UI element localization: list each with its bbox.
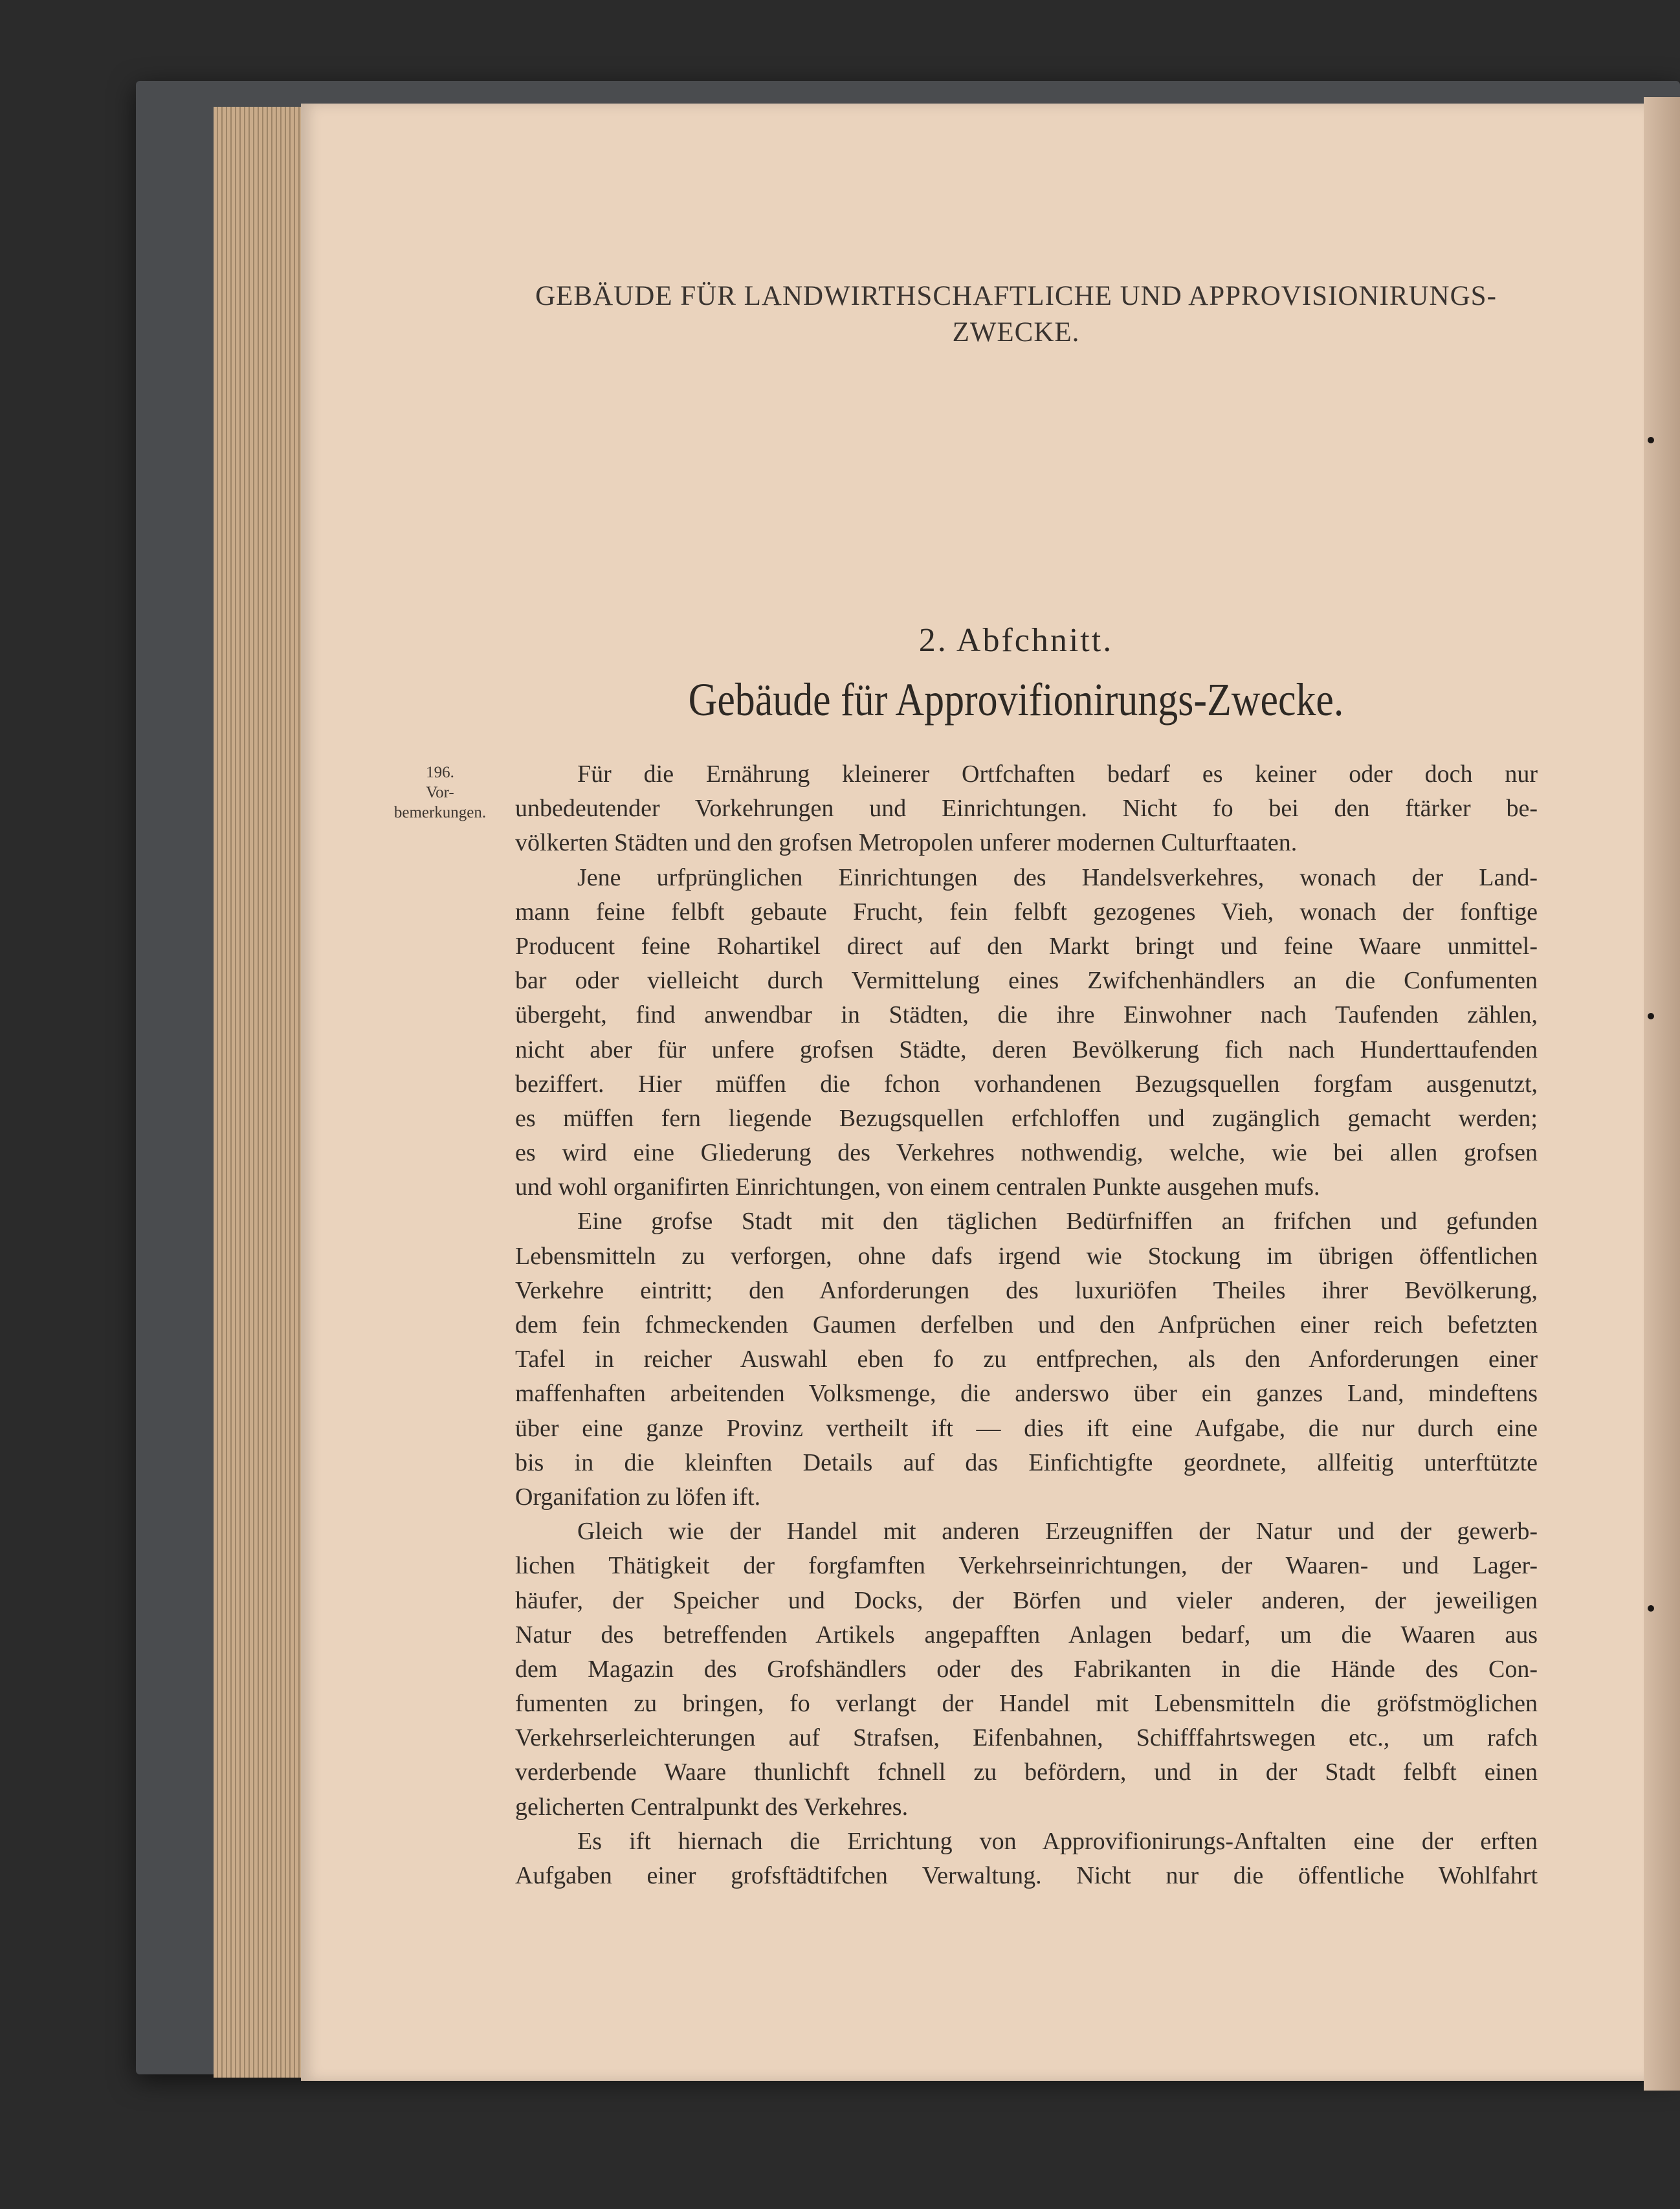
facing-page-edge [1644, 97, 1680, 2091]
body-line: mann feine felbft gebaute Frucht, fein felbft gezogenes Vieh, wonach der fonftige [515, 898, 1538, 926]
body-line: Für die Ernährung kleinerer Ortfchaften bedarf es keiner oder doch nur [577, 760, 1538, 788]
body-line: es müffen fern liegende Bezugsquellen erfchloffen und zugänglich gemacht werden; [515, 1104, 1538, 1132]
page-edges [214, 107, 304, 2078]
body-line: übergeht, find anwendbar in Städten, die ihre Einwohner nach Taufenden zählen, [515, 1001, 1538, 1029]
body-line: dem Magazin des Grofshändlers oder des Fabrikanten in die Hände des Con- [515, 1655, 1538, 1683]
body-line: Natur des betreffenden Artikels angepafften Anlagen bedarf, um die Waaren aus [515, 1621, 1538, 1648]
body-line: Verkehre eintritt; den Anforderungen des luxuriöfen Theiles ihrer Bevölkerung, [515, 1276, 1538, 1304]
body-line: Gleich wie der Handel mit anderen Erzeugniffen der Natur und der gewerb- [577, 1518, 1538, 1546]
body-line: fumenten zu bringen, fo verlangt der Handel mit Lebensmitteln die gröfstmöglichen [515, 1690, 1538, 1718]
binding-hole [1648, 1605, 1654, 1612]
body-line: es wird eine Gliederung des Verkehres nothwendig, welche, wie bei allen grofsen [515, 1139, 1538, 1167]
body-line: lichen Thätigkeit der forgfamften Verkehrseinrichtungen, der Waaren- und Lager- [515, 1552, 1538, 1580]
body-line: Jene urfprünglichen Einrichtungen des Handelsverkehres, wonach der Land- [577, 863, 1538, 891]
marginal-line: bemerkungen. [393, 804, 487, 821]
body-text [515, 757, 1538, 1893]
running-header [492, 278, 1540, 351]
body-line: Verkehrserleichterungen auf Strafsen, Eifenbahnen, Schifffahrtswegen etc., um rafch [515, 1724, 1538, 1752]
body-line: nicht aber für unfere grofsen Städte, deren Bevölkerung fich nach Hunderttaufenden [515, 1036, 1538, 1063]
body-line: bar oder vielleicht durch Vermittelung eines Zwifchenhändlers an die Confumenten [515, 967, 1538, 995]
body-line: gelicherten Centralpunkt des Verkehres. [515, 1793, 909, 1821]
body-line: Aufgaben einer grofsftädtifchen Verwaltung. Nicht nur die öffentliche Wohlfahrt [515, 1862, 1538, 1889]
body-line: häufer, der Speicher und Docks, der Börfen und vieler anderen, der jeweiligen [515, 1586, 1538, 1614]
body-line: Es ift hiernach die Errichtung von Approvifionirungs-Anftalten eine der erften [577, 1827, 1538, 1855]
body-line: über eine ganze Provinz vertheilt ift — dies ift eine Aufgabe, die nur durch eine [515, 1414, 1538, 1442]
body-line: maffenhaften arbeitenden Volksmenge, die anderswo über ein ganzes Land, mindeftens [515, 1380, 1538, 1408]
section-title: Gebäude für Approvifionirungs-Zwecke. [688, 674, 1344, 726]
binding-hole [1648, 1013, 1654, 1019]
body-line: Producent feine Rohartikel direct auf den Markt bringt und feine Waare unmittel- [515, 932, 1538, 960]
body-line: verderbende Waare thunlichft fchnell zu befördern, und in der Stadt felbft einen [515, 1759, 1538, 1786]
body-line: völkerten Städten und den grofsen Metropolen unferer modernen Culturftaaten. [515, 829, 1298, 857]
body-line: bis in die kleinften Details auf das Einfichtigfte geordnete, allfeitig unterftützte [515, 1449, 1538, 1476]
marginal-line: Vor- [426, 784, 454, 801]
body-line: und wohl organifirten Einrichtungen, von einem centralen Punkte ausgehen mufs. [515, 1173, 1320, 1201]
body-line: Eine grofse Stadt mit den täglichen Bedürfniffen an frifchen und gefunden [577, 1208, 1538, 1236]
body-line: Organifation zu löfen ift. [515, 1483, 761, 1511]
body-line: unbedeutender Vorkehrungen und Einrichtungen. Nicht fo bei den ftärker be- [515, 795, 1538, 823]
body-line: dem fein fchmeckenden Gaumen derfelben und den Anfprüchen einer reich befetzten [515, 1311, 1538, 1338]
marginal-note [375, 762, 505, 823]
marginal-number: 196. [426, 764, 454, 781]
body-line: beziffert. Hier müffen die fchon vorhandenen Bezugsquellen forgfam ausgenutzt, [515, 1070, 1538, 1098]
running-header-text: GEBÄUDE FÜR LANDWIRTHSCHAFTLICHE UND APPROVISIONIRUNGS- ZWECKE. [535, 281, 1497, 348]
binding-hole [1648, 437, 1654, 443]
section-number: 2. Abfchnitt. [918, 622, 1114, 659]
body-line: Tafel in reicher Auswahl eben fo zu entfprechen, als den Anforderungen einer [515, 1346, 1538, 1373]
body-line: Lebensmitteln zu verforgen, ohne dafs irgend wie Stockung im übrigen öffentlichen [515, 1242, 1538, 1270]
